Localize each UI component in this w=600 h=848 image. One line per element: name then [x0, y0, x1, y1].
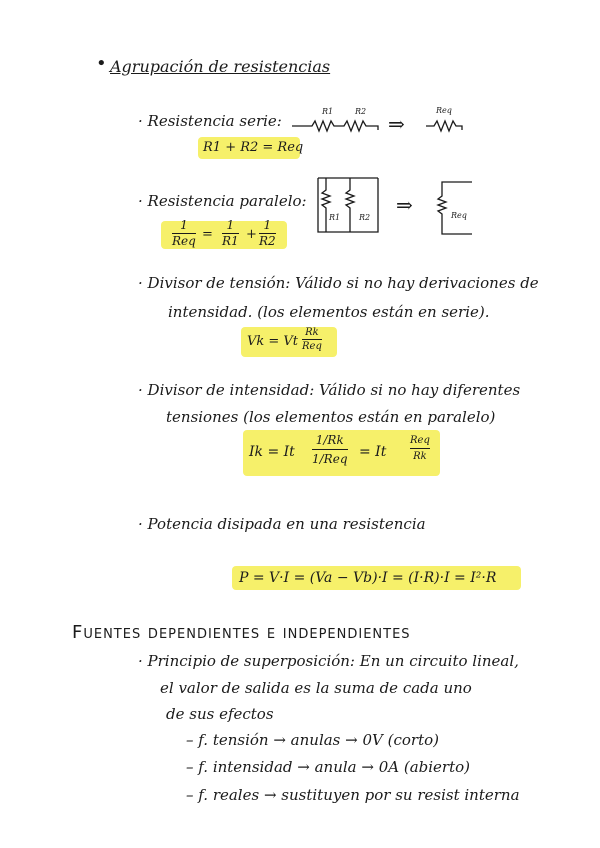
serie-req-label: Req [436, 106, 452, 115]
divisor-intensidad-frac1: 1/Rk 1/Req [312, 433, 348, 466]
fuentes-heading: Fuentes dependientes e independientes [72, 622, 411, 643]
paralelo-frac-r2: 1 R2 [259, 218, 276, 248]
divisor-intensidad-mid: = It [359, 444, 387, 460]
paralelo-req-label: Req [451, 211, 467, 220]
divisor-tension-frac: Rk Req [302, 327, 322, 352]
serie-arrow: ⇒ [388, 112, 405, 136]
serie-r2-label: R2 [355, 107, 367, 116]
principio-item-intensidad: – f. intensidad → anula → 0A (abierto) [186, 758, 470, 776]
principio-line1: · Principio de superposición: En un circuito lineal, [138, 652, 519, 670]
divisor-intensidad-line1: · Divisor de intensidad: Válido si no hay diferentes [138, 381, 521, 399]
paralelo-req-diagram [436, 180, 476, 236]
potencia-label: · Potencia disipada en una resistencia [138, 515, 426, 533]
serie-req-diagram [426, 116, 466, 136]
principio-line3: de sus efectos [166, 705, 274, 723]
paralelo-r2-label: R2 [359, 213, 371, 222]
divisor-intensidad-line2: tensiones (los elementos están en paralelo) [166, 408, 496, 426]
potencia-formula: P = V·I = (Va − Vb)·I = (I·R)·I = I²·R [239, 570, 497, 586]
paralelo-r1-label: R1 [329, 213, 341, 222]
section-title: Agrupación de resistencias [110, 57, 331, 76]
paralelo-label: · Resistencia paralelo: [138, 192, 307, 210]
divisor-tension-line1: · Divisor de tensión: Válido si no hay derivaciones de [138, 274, 539, 292]
paralelo-equals: = [202, 227, 213, 242]
principio-line2: el valor de salida es la suma de cada uno [160, 679, 472, 697]
paralelo-frac-req: 1 Req [172, 218, 196, 248]
serie-formula: R1 + R2 = Req [203, 140, 304, 155]
paralelo-arrow: ⇒ [396, 193, 413, 217]
divisor-intensidad-frac2: Req Rk [410, 435, 430, 462]
paralelo-frac-r1: 1 R1 [222, 218, 239, 248]
principio-item-tension: – f. tensión → anulas → 0V (corto) [186, 731, 439, 749]
serie-r1-label: R1 [322, 107, 334, 116]
serie-resistor-diagram [292, 116, 392, 136]
serie-label: · Resistencia serie: [138, 112, 282, 130]
divisor-tension-lhs: Vk = Vt [247, 334, 299, 349]
divisor-intensidad-lhs: Ik = It [249, 444, 295, 460]
principio-item-reales: – f. reales → sustituyen por su resist interna [186, 786, 520, 804]
paralelo-plus: + [246, 227, 257, 242]
divisor-tension-line2: intensidad. (los elementos están en serie). [168, 303, 490, 321]
bullet-dot: • [96, 53, 107, 74]
paralelo-resistor-diagram [318, 176, 380, 234]
